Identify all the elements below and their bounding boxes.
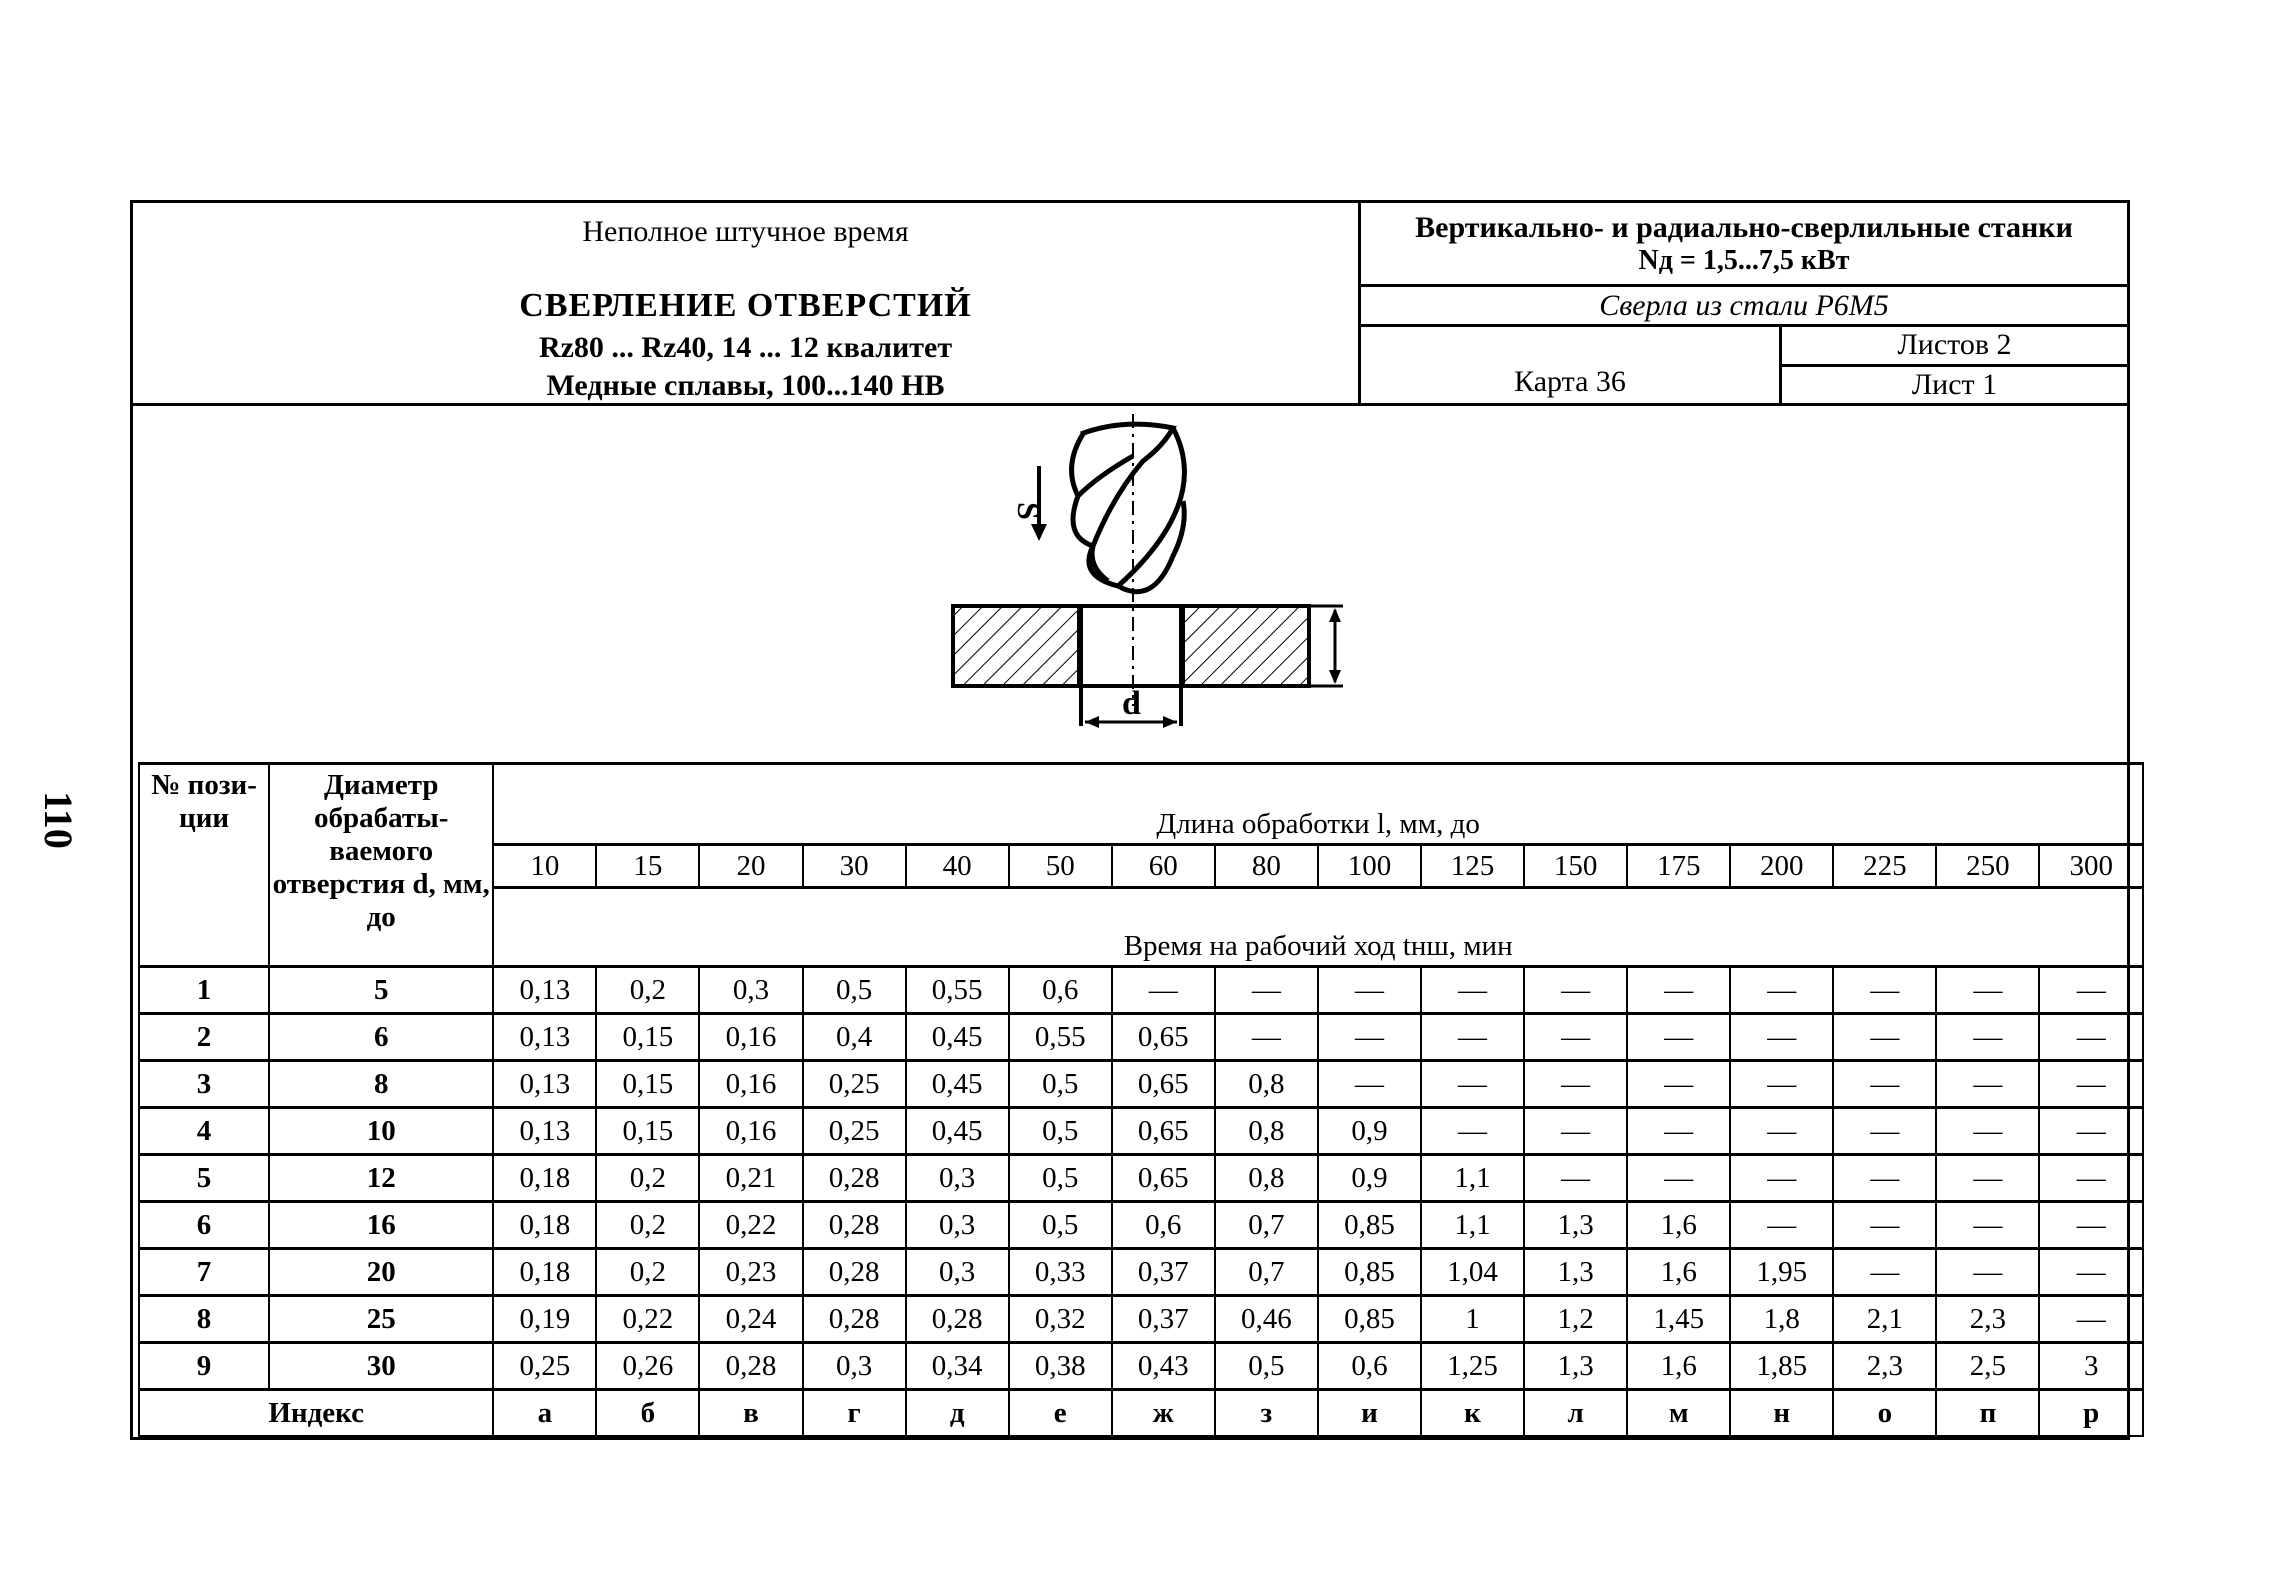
drill-diagram: [133, 406, 2133, 762]
time-cell: 0,37: [1112, 1249, 1215, 1296]
time-cell: 0,9: [1318, 1108, 1421, 1155]
time-cell: 0,25: [803, 1061, 906, 1108]
col-position-header: № пози-ции: [139, 764, 269, 967]
table-row: [139, 1296, 2143, 1343]
time-cell: 0,65: [1112, 1014, 1215, 1061]
card-header: [130, 200, 2130, 406]
time-cell: 0,18: [493, 1155, 596, 1202]
time-cell: —: [1627, 1061, 1730, 1108]
time-cell: 1,8: [1730, 1296, 1833, 1343]
time-cell: —: [1936, 1155, 2039, 1202]
position-cell: 2: [139, 1014, 269, 1061]
time-table: [138, 762, 2144, 1437]
length-col-header: 225: [1833, 845, 1936, 888]
sheet-info: [1782, 327, 2127, 403]
time-cell: 0,28: [803, 1249, 906, 1296]
diameter-cell: 25: [269, 1296, 493, 1343]
time-cell: 0,15: [596, 1014, 699, 1061]
time-cell: 0,2: [596, 967, 699, 1014]
time-cell: 0,65: [1112, 1061, 1215, 1108]
time-cell: 0,5: [1009, 1202, 1112, 1249]
table-row: [139, 1061, 2143, 1108]
time-cell: 0,23: [699, 1249, 802, 1296]
position-cell: 1: [139, 967, 269, 1014]
length-col-header: 125: [1421, 845, 1524, 888]
header-title: СВЕРЛЕНИЕ ОТВЕРСТИЙ: [519, 287, 972, 324]
time-cell: 0,2: [596, 1202, 699, 1249]
time-cell: 0,5: [1215, 1343, 1318, 1390]
time-cell: 0,32: [1009, 1296, 1112, 1343]
position-cell: 9: [139, 1343, 269, 1390]
card-ids: [1361, 327, 2127, 403]
machine-block: [1361, 203, 2127, 287]
time-cell: 1,95: [1730, 1249, 1833, 1296]
index-cell: п: [1936, 1390, 2039, 1437]
time-cell: —: [1318, 1014, 1421, 1061]
time-cell: —: [1730, 1061, 1833, 1108]
time-cell: 0,65: [1112, 1155, 1215, 1202]
length-col-header: 30: [803, 845, 906, 888]
time-cell: —: [1421, 1061, 1524, 1108]
time-cell: —: [1730, 1202, 1833, 1249]
table-row: [139, 1249, 2143, 1296]
header-subtitle: Неполное штучное время: [582, 215, 909, 248]
time-cell: 0,3: [906, 1202, 1009, 1249]
length-col-header: 80: [1215, 845, 1318, 888]
time-cell: —: [1215, 967, 1318, 1014]
time-cell: —: [1833, 1014, 1936, 1061]
time-cell: 0,26: [596, 1343, 699, 1390]
position-cell: 6: [139, 1202, 269, 1249]
time-cell: 0,24: [699, 1296, 802, 1343]
drill-drawing: [130, 406, 2130, 762]
time-cell: 0,25: [493, 1343, 596, 1390]
time-cell: 1,25: [1421, 1343, 1524, 1390]
time-cell: 0,6: [1318, 1343, 1421, 1390]
length-col-header: 175: [1627, 845, 1730, 888]
time-cell: 1,6: [1627, 1202, 1730, 1249]
time-cell: 0,2: [596, 1249, 699, 1296]
card-number: [1361, 327, 1782, 403]
time-cell: 3: [2039, 1343, 2143, 1390]
index-cell: о: [1833, 1390, 1936, 1437]
time-cell: 0,7: [1215, 1202, 1318, 1249]
time-cell: 0,7: [1215, 1249, 1318, 1296]
position-cell: 5: [139, 1155, 269, 1202]
length-col-header: 60: [1112, 845, 1215, 888]
time-cell: —: [1627, 967, 1730, 1014]
time-cell: —: [1936, 1249, 2039, 1296]
time-cell: —: [1936, 1202, 2039, 1249]
time-cell: 0,15: [596, 1108, 699, 1155]
index-cell: р: [2039, 1390, 2143, 1437]
page-number: 110: [36, 791, 81, 849]
time-cell: —: [2039, 1202, 2143, 1249]
position-cell: 7: [139, 1249, 269, 1296]
time-cell: 1,6: [1627, 1343, 1730, 1390]
time-cell: —: [1421, 1108, 1524, 1155]
time-cell: —: [1524, 1108, 1627, 1155]
time-cell: 1,1: [1421, 1202, 1524, 1249]
sheet-current: Лист 1: [1911, 367, 1998, 401]
time-cell: 0,13: [493, 1108, 596, 1155]
time-cell: —: [1524, 1061, 1627, 1108]
time-cell: 0,16: [699, 1108, 802, 1155]
index-cell: в: [699, 1390, 802, 1437]
time-cell: 2,3: [1936, 1296, 2039, 1343]
time-group-header: Время на рабочий ход tнш, мин: [493, 888, 2143, 967]
diameter-cell: 10: [269, 1108, 493, 1155]
time-cell: —: [1833, 1202, 1936, 1249]
time-cell: —: [1833, 1108, 1936, 1155]
time-cell: 0,5: [1009, 1155, 1112, 1202]
time-cell: 0,3: [699, 967, 802, 1014]
time-cell: 0,22: [699, 1202, 802, 1249]
length-col-header: 300: [2039, 845, 2143, 888]
header-info-block: [1361, 203, 2127, 403]
time-cell: 0,4: [803, 1014, 906, 1061]
time-cell: —: [1936, 1014, 2039, 1061]
time-cell: 0,8: [1215, 1108, 1318, 1155]
time-cell: 0,2: [596, 1155, 699, 1202]
length-col-header: 20: [699, 845, 802, 888]
time-cell: 1,2: [1524, 1296, 1627, 1343]
machine-power: Nд = 1,5...7,5 кВт: [1638, 245, 1850, 276]
index-row: [139, 1390, 2143, 1437]
time-cell: 0,46: [1215, 1296, 1318, 1343]
diameter-cell: 8: [269, 1061, 493, 1108]
time-cell: 0,8: [1215, 1155, 1318, 1202]
time-cell: —: [1936, 1108, 2039, 1155]
index-cell: д: [906, 1390, 1009, 1437]
time-cell: 0,85: [1318, 1202, 1421, 1249]
diameter-cell: 16: [269, 1202, 493, 1249]
time-cell: 0,19: [493, 1296, 596, 1343]
length-group-header: Длина обработки l, мм, до: [493, 764, 2143, 845]
time-cell: 0,5: [803, 967, 906, 1014]
time-cell: 0,3: [803, 1343, 906, 1390]
drill-bit: [1072, 424, 1185, 592]
time-cell: —: [1318, 967, 1421, 1014]
time-cell: —: [2039, 1108, 2143, 1155]
diameter-label: d: [1122, 685, 1141, 722]
time-cell: —: [1833, 1155, 1936, 1202]
time-cell: 0,37: [1112, 1296, 1215, 1343]
time-cell: —: [1421, 1014, 1524, 1061]
time-cell: 0,55: [1009, 1014, 1112, 1061]
time-cell: —: [1421, 967, 1524, 1014]
diameter-cell: 12: [269, 1155, 493, 1202]
index-cell: к: [1421, 1390, 1524, 1437]
index-cell: з: [1215, 1390, 1318, 1437]
index-cell: м: [1627, 1390, 1730, 1437]
time-cell: 0,28: [906, 1296, 1009, 1343]
position-cell: 4: [139, 1108, 269, 1155]
time-cell: 0,28: [699, 1343, 802, 1390]
time-cell: 0,18: [493, 1202, 596, 1249]
index-cell: и: [1318, 1390, 1421, 1437]
time-cell: 0,13: [493, 967, 596, 1014]
time-cell: 0,45: [906, 1014, 1009, 1061]
time-cell: 0,16: [699, 1014, 802, 1061]
time-cell: 0,85: [1318, 1249, 1421, 1296]
tool-material: Сверла из стали Р6М5: [1361, 287, 2127, 327]
time-cell: —: [1833, 1249, 1936, 1296]
time-cell: —: [1730, 1014, 1833, 1061]
time-cell: —: [1524, 1014, 1627, 1061]
time-cell: 0,22: [596, 1296, 699, 1343]
index-label: Индекс: [139, 1390, 493, 1437]
time-cell: 0,13: [493, 1061, 596, 1108]
time-cell: 2,3: [1833, 1343, 1936, 1390]
index-cell: а: [493, 1390, 596, 1437]
time-cell: 1,85: [1730, 1343, 1833, 1390]
position-cell: 8: [139, 1296, 269, 1343]
time-cell: 0,43: [1112, 1343, 1215, 1390]
table-row: [139, 1155, 2143, 1202]
time-cell: 0,55: [906, 967, 1009, 1014]
time-cell: 1,1: [1421, 1155, 1524, 1202]
time-cell: 0,45: [906, 1108, 1009, 1155]
time-cell: 0,3: [906, 1249, 1009, 1296]
time-cell: 2,5: [1936, 1343, 2039, 1390]
length-col-header: 50: [1009, 845, 1112, 888]
diameter-cell: 6: [269, 1014, 493, 1061]
time-cell: —: [1627, 1155, 1730, 1202]
time-cell: 0,85: [1318, 1296, 1421, 1343]
header-roughness: Rz80 ... Rz40, 14 ... 12 квалитет: [538, 331, 953, 364]
time-cell: 0,25: [803, 1108, 906, 1155]
time-cell: 0,28: [803, 1202, 906, 1249]
time-cell: 0,28: [803, 1155, 906, 1202]
time-cell: 1,3: [1524, 1249, 1627, 1296]
header-title-block: [133, 203, 1361, 403]
time-cell: —: [1318, 1061, 1421, 1108]
time-cell: 0,18: [493, 1249, 596, 1296]
table-row: [139, 1014, 2143, 1061]
time-cell: —: [1936, 967, 2039, 1014]
time-cell: 0,3: [906, 1155, 1009, 1202]
time-cell: 0,65: [1112, 1108, 1215, 1155]
time-cell: 0,9: [1318, 1155, 1421, 1202]
index-cell: б: [596, 1390, 699, 1437]
time-cell: —: [1833, 967, 1936, 1014]
index-cell: л: [1524, 1390, 1627, 1437]
time-cell: —: [1524, 1155, 1627, 1202]
time-cell: —: [1627, 1108, 1730, 1155]
time-cell: 1,3: [1524, 1202, 1627, 1249]
table-row: [139, 1108, 2143, 1155]
time-cell: 1,3: [1524, 1343, 1627, 1390]
length-col-header: 15: [596, 845, 699, 888]
header-material: Медные сплавы, 100...140 НВ: [546, 369, 945, 402]
time-cell: —: [2039, 967, 2143, 1014]
index-cell: г: [803, 1390, 906, 1437]
time-cell: 0,21: [699, 1155, 802, 1202]
time-cell: 0,34: [906, 1343, 1009, 1390]
time-cell: 0,28: [803, 1296, 906, 1343]
time-cell: 1: [1421, 1296, 1524, 1343]
time-cell: —: [1524, 967, 1627, 1014]
time-cell: 0,33: [1009, 1249, 1112, 1296]
index-cell: ж: [1112, 1390, 1215, 1437]
length-col-header: 40: [906, 845, 1009, 888]
thickness-dimension: [1309, 606, 1343, 686]
time-cell: 2,1: [1833, 1296, 1936, 1343]
time-cell: —: [1627, 1014, 1730, 1061]
length-col-header: 150: [1524, 845, 1627, 888]
table-row: [139, 1202, 2143, 1249]
index-cell: н: [1730, 1390, 1833, 1437]
col-diameter-header: Диаметр обрабаты-ваемого отверстия d, мм, до: [269, 764, 493, 967]
time-cell: —: [1730, 967, 1833, 1014]
time-cell: —: [2039, 1296, 2143, 1343]
time-cell: 0,45: [906, 1061, 1009, 1108]
time-cell: —: [1833, 1061, 1936, 1108]
time-cell: —: [2039, 1249, 2143, 1296]
time-cell: 0,8: [1215, 1061, 1318, 1108]
data-rows: [139, 967, 2143, 1390]
sheets-total: Листов 2: [1782, 327, 2127, 367]
time-cell: —: [2039, 1014, 2143, 1061]
time-cell: 0,13: [493, 1014, 596, 1061]
time-cell: 0,6: [1009, 967, 1112, 1014]
position-cell: 3: [139, 1061, 269, 1108]
time-cell: 1,04: [1421, 1249, 1524, 1296]
time-cell: 0,38: [1009, 1343, 1112, 1390]
time-cell: 0,6: [1112, 1202, 1215, 1249]
diameter-cell: 5: [269, 967, 493, 1014]
time-cell: 0,16: [699, 1061, 802, 1108]
length-col-header: 250: [1936, 845, 2039, 888]
time-cell: —: [1730, 1155, 1833, 1202]
length-col-header: 200: [1730, 845, 1833, 888]
time-cell: 0,15: [596, 1061, 699, 1108]
card-number-text: Карта 36: [1514, 365, 1626, 398]
table-row: [139, 1343, 2143, 1390]
diameter-cell: 20: [269, 1249, 493, 1296]
diameter-cell: 30: [269, 1343, 493, 1390]
length-col-header: 10: [493, 845, 596, 888]
time-cell: —: [2039, 1061, 2143, 1108]
time-cell: —: [1215, 1014, 1318, 1061]
machine-type: Вертикально- и радиально-сверлильные станки: [1415, 211, 2073, 244]
feed-label: S: [1011, 502, 1047, 520]
time-cell: 1,45: [1627, 1296, 1730, 1343]
time-cell: 0,5: [1009, 1108, 1112, 1155]
time-cell: —: [1730, 1108, 1833, 1155]
time-cell: 0,5: [1009, 1061, 1112, 1108]
time-cell: —: [1936, 1061, 2039, 1108]
card-sheet: [130, 200, 2130, 1440]
table-row: [139, 967, 2143, 1014]
length-col-header: 100: [1318, 845, 1421, 888]
index-cell: е: [1009, 1390, 1112, 1437]
time-cell: 1,6: [1627, 1249, 1730, 1296]
table-frame: [130, 762, 2130, 1440]
time-cell: —: [1112, 967, 1215, 1014]
time-cell: —: [2039, 1155, 2143, 1202]
